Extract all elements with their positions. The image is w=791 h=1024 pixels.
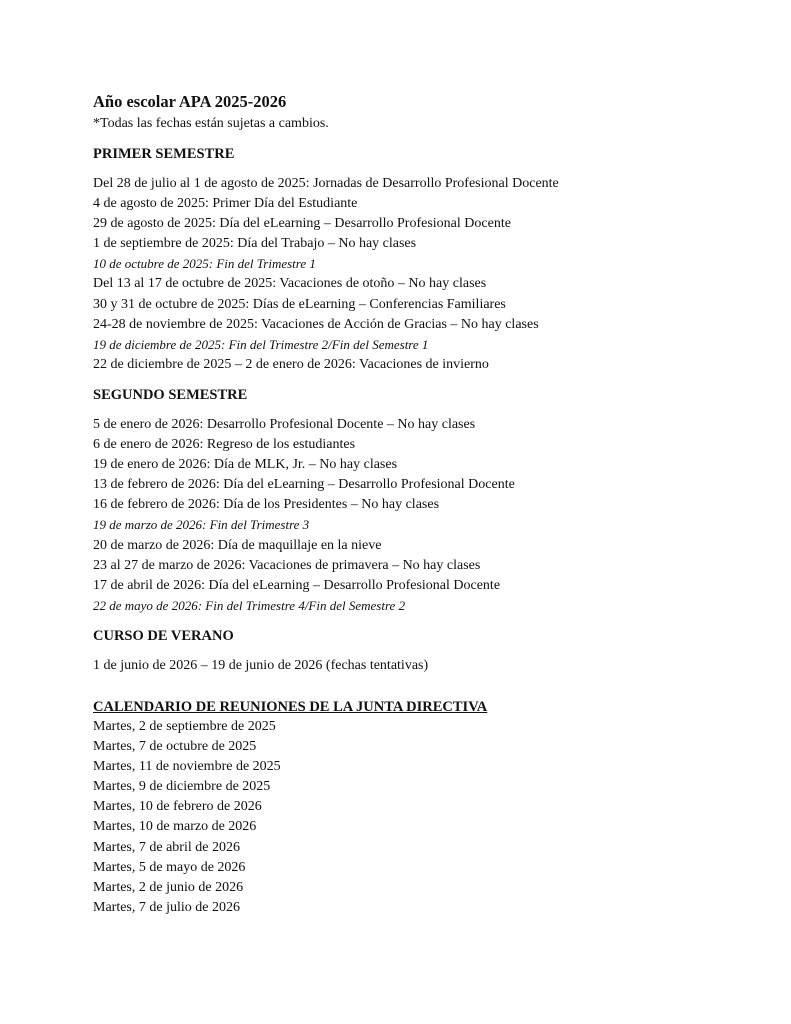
calendar-event-item: Del 28 de julio al 1 de agosto de 2025: Jornadas de Desarrollo Profesional Docente bbox=[93, 176, 559, 191]
document-title: Año escolar APA 2025-2026 bbox=[93, 92, 287, 111]
calendar-event-item: 30 y 31 de octubre de 2025: Días de eLearning – Conferencias Familiares bbox=[93, 296, 506, 312]
second-semester-list bbox=[93, 415, 713, 616]
calendar-event-item: 24-28 de noviembre de 2025: Vacaciones de Acción de Gracias – No hay clases bbox=[93, 316, 539, 332]
calendar-event-item: Del 13 al 17 de octubre de 2025: Vacaciones de otoño – No hay clases bbox=[93, 276, 487, 292]
calendar-event-item: 29 de agosto de 2025: Día del eLearning – Desarrollo Profesional Docente bbox=[93, 216, 511, 232]
calendar-event-item: 4 de agosto de 2025: Primer Día del Estudiante bbox=[93, 196, 358, 212]
board-meeting-date: Martes, 10 de febrero de 2026 bbox=[93, 799, 262, 815]
board-meeting-date: Martes, 10 de marzo de 2026 bbox=[93, 819, 257, 835]
board-meeting-date: Martes, 11 de noviembre de 2025 bbox=[93, 759, 281, 775]
board-meeting-date: Martes, 5 de mayo de 2026 bbox=[93, 859, 246, 875]
calendar-event-item: 5 de enero de 2026: Desarrollo Profesional Docente – No hay clases bbox=[93, 416, 476, 432]
summer-course-list bbox=[93, 656, 713, 676]
calendar-event-item: 23 al 27 de marzo de 2026: Vacaciones de primavera – No hay clases bbox=[93, 557, 481, 573]
board-meeting-date: Martes, 7 de octubre de 2025 bbox=[93, 739, 257, 755]
calendar-event-item: 19 de marzo de 2026: Fin del Trimestre 3 bbox=[93, 517, 310, 533]
second-semester-heading: SEGUNDO SEMESTRE bbox=[93, 386, 248, 403]
first-semester-list bbox=[93, 174, 713, 375]
calendar-event-item: 19 de diciembre de 2025: Fin del Trimestre 2/Fin del Semestre 1 bbox=[93, 336, 429, 352]
calendar-event-item: 16 de febrero de 2026: Día de los Presidentes – No hay clases bbox=[93, 497, 440, 513]
calendar-event-item: 22 de mayo de 2026: Fin del Trimestre 4/Fin del Semestre 2 bbox=[93, 597, 406, 613]
board-meeting-date: Martes, 7 de julio de 2026 bbox=[93, 899, 240, 915]
summer-course-heading: CURSO DE VERANO bbox=[93, 627, 234, 644]
calendar-event-item: 1 de junio de 2026 – 19 de junio de 2026 (fechas tentativas) bbox=[93, 657, 429, 673]
calendar-event-item: 10 de octubre de 2025: Fin del Trimestre 1 bbox=[93, 256, 316, 272]
calendar-event-item: 17 de abril de 2026: Día del eLearning – Desarrollo Profesional Docente bbox=[93, 577, 501, 593]
first-semester-heading: PRIMER SEMESTRE bbox=[93, 146, 235, 162]
board-meetings-list bbox=[93, 717, 713, 918]
calendar-event-item: 19 de enero de 2026: Día de MLK, Jr. – No hay clases bbox=[93, 457, 398, 473]
calendar-document bbox=[93, 91, 713, 918]
board-meeting-date: Martes, 2 de septiembre de 2025 bbox=[93, 718, 276, 734]
calendar-event-item: 1 de septiembre de 2025: Día del Trabajo – No hay clases bbox=[93, 236, 417, 252]
board-meetings-heading: CALENDARIO DE REUNIONES DE LA JUNTA DIRECTIVA bbox=[93, 698, 488, 715]
board-meeting-date: Martes, 2 de junio de 2026 bbox=[93, 879, 244, 895]
board-meeting-date: Martes, 7 de abril de 2026 bbox=[93, 839, 240, 855]
calendar-event-item: 13 de febrero de 2026: Día del eLearning – Desarrollo Profesional Docente bbox=[93, 477, 515, 493]
calendar-event-item: 6 de enero de 2026: Regreso de los estudiantes bbox=[93, 437, 356, 453]
disclaimer-note: *Todas las fechas están sujetas a cambios. bbox=[93, 116, 329, 131]
calendar-event-item: 20 de marzo de 2026: Día de maquillaje en la nieve bbox=[93, 537, 382, 553]
calendar-event-item: 22 de diciembre de 2025 – 2 de enero de 2026: Vacaciones de invierno bbox=[93, 356, 489, 372]
board-meeting-date: Martes, 9 de diciembre de 2025 bbox=[93, 779, 271, 795]
